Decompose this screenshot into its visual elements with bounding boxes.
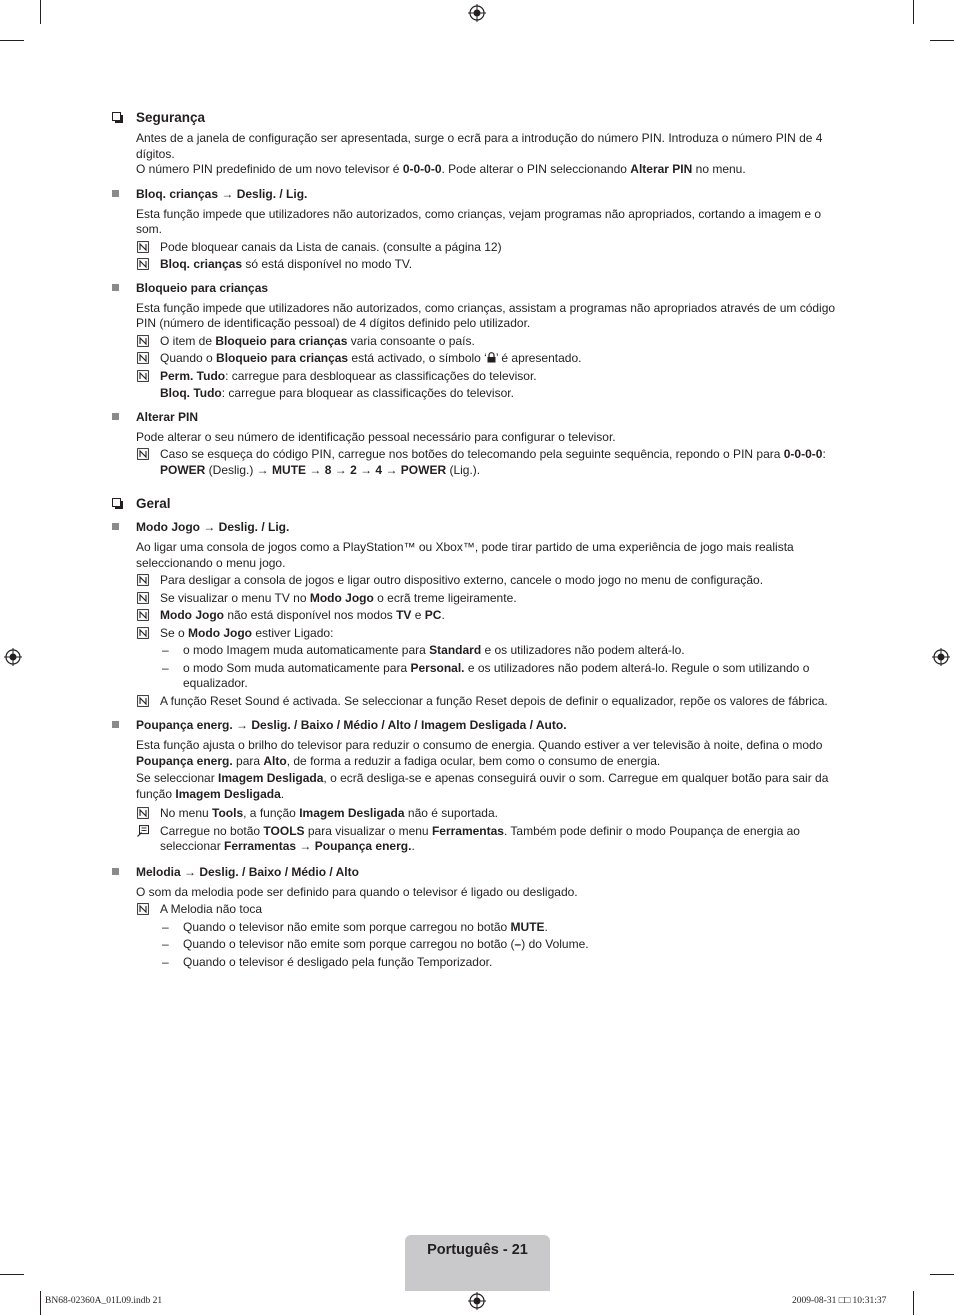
note-icon — [137, 335, 149, 347]
checkbox-bullet-icon — [112, 112, 121, 121]
note-item: Bloq. Tudo: carregue para bloquear as classificações do televisor. — [160, 386, 514, 400]
square-bullet-icon — [112, 868, 119, 875]
note-icon — [137, 807, 149, 819]
note-icon — [137, 352, 149, 364]
registration-mark-icon — [932, 648, 950, 666]
note-item: No menu Tools, a função Imagem Desligada não é suportada. — [112, 806, 842, 822]
page-footer-tab — [405, 1235, 550, 1291]
subheading-bloqueio-criancas: Bloqueio para crianças — [112, 280, 842, 296]
note-item: A Melodia não toca — [112, 902, 842, 918]
checkbox-bullet-icon — [112, 498, 121, 507]
crop-mark — [40, 1291, 41, 1315]
crop-mark — [0, 1274, 24, 1275]
section-heading-geral: Geral — [112, 494, 842, 513]
paragraph: Ao ligar uma consola de jogos como a PlayStation™ ou Xbox™, pode tirar partido de uma experiência de jogo mais realista seleccionando o menu jogo. — [136, 540, 794, 570]
paragraph: O som da melodia pode ser definido para quando o televisor é ligado ou desligado. — [136, 884, 578, 899]
square-bullet-icon — [112, 721, 119, 728]
note-item: Perm. Tudo: carregue para desbloquear as classificações do televisor. — [112, 369, 842, 385]
note-icon — [137, 609, 149, 621]
page-number-label: Português - 21 — [427, 1242, 528, 1258]
dash-item: – Quando o televisor não emite som porque carregou no botão MUTE. — [162, 919, 548, 934]
paragraph: Esta função impede que utilizadores não autorizados, como crianças, assistam a programas não apropriados através de um código PIN (número de identificação pessoal) de 4 dígitos definido pelo utilizador. — [136, 300, 836, 330]
crop-mark — [913, 1291, 914, 1315]
square-bullet-icon — [112, 284, 119, 291]
square-bullet-icon — [112, 413, 119, 420]
note-item: Se visualizar o menu TV no Modo Jogo o ecrã treme ligeiramente. — [112, 591, 842, 607]
note-icon — [137, 695, 149, 707]
paragraph: Esta função impede que utilizadores não autorizados, como crianças, vejam programas não apropriados, cortando a imagem e o som. — [136, 206, 822, 236]
paragraph: Antes de a janela de configuração ser apresentada, surge o ecrã para a introdução do número PIN. Introduza o número PIN de 4 dígitos. — [136, 131, 823, 161]
note-icon — [137, 258, 149, 270]
tools-item: Carregue no botão TOOLS para visualizar o menu Ferramentas. Também pode definir o modo Poupança de energia ao seleccionar Ferramentas → Poupança energ.. — [112, 824, 842, 855]
section-heading-seguranca: Segurança — [112, 108, 842, 127]
tools-icon — [137, 825, 149, 837]
slug-left: BN68-02360A_01L09.indb 21 — [45, 1296, 163, 1306]
crop-mark — [40, 0, 41, 24]
note-item: Caso se esqueça do código PIN, carregue nos botões do telecomando pela seguinte sequência, repondo o PIN para 0-0-0-0: POWER (Deslig.) → MUTE → 8 → 2 → 4 → POWER (Lig.). — [112, 447, 842, 478]
dash-item: – o modo Imagem muda automaticamente para Standard e os utilizadores não podem alterá-lo. — [162, 643, 685, 657]
note-item: Para desligar a consola de jogos e ligar outro dispositivo externo, cancele o modo jogo no menu de configuração. — [112, 573, 842, 589]
lock-icon — [487, 352, 496, 363]
note-icon — [137, 370, 149, 382]
paragraph: Se seleccionar Imagem Desligada, o ecrã desliga-se e apenas conseguirá ouvir o som. Carregue em qualquer botão para sair da função Imagem Desligada. — [136, 771, 829, 801]
paragraph: O número PIN predefinido de um novo televisor é 0-0-0-0. Pode alterar o PIN seleccionando Alterar PIN no menu. — [136, 162, 746, 176]
subheading-alterar-pin: Alterar PIN — [112, 409, 842, 425]
subheading-modo-jogo: Modo Jogo → Deslig. / Lig. — [112, 519, 842, 535]
note-icon — [137, 592, 149, 604]
dash-item: – o modo Som muda automaticamente para Personal. e os utilizadores não podem alterá-lo. Regule o som utilizando o equalizador. — [162, 660, 810, 690]
note-item: O item de Bloqueio para crianças varia consoante o país. — [112, 334, 842, 350]
dash-item: – Quando o televisor é desligado pela função Temporizador. — [162, 954, 493, 969]
registration-mark-icon — [468, 4, 486, 22]
subheading-melodia: Melodia → Deslig. / Baixo / Médio / Alto — [112, 864, 842, 880]
note-item: Se o Modo Jogo estiver Ligado: — [112, 626, 842, 642]
note-item: Bloq. crianças só está disponível no modo TV. — [112, 257, 842, 273]
square-bullet-icon — [112, 190, 119, 197]
crop-mark — [930, 1274, 954, 1275]
note-icon — [137, 241, 149, 253]
note-item: Pode bloquear canais da Lista de canais. (consulte a página 12) — [112, 240, 842, 256]
crop-mark — [930, 40, 954, 41]
crop-mark — [913, 0, 914, 24]
note-icon — [137, 448, 149, 460]
registration-mark-icon — [4, 648, 22, 666]
paragraph: Esta função ajusta o brilho do televisor para reduzir o consumo de energia. Quando estiver a ver televisão à noite, defina o modo Poupança energ. para Alto, de forma a reduzir a fadiga ocular, bem como o consumo de energia. — [136, 738, 823, 768]
slug-right: 2009-08-31 □□ 10:31:37 — [792, 1296, 887, 1306]
dash-item: – Quando o televisor não emite som porque carregou no botão (–) do Volume. — [162, 937, 589, 951]
note-item: Modo Jogo não está disponível nos modos TV e PC. — [112, 608, 842, 624]
note-icon — [137, 903, 149, 915]
page-content — [112, 108, 842, 970]
subheading-poupanca-energ: Poupança energ. → Deslig. / Baixo / Médio / Alto / Imagem Desligada / Auto. — [112, 717, 842, 733]
square-bullet-icon — [112, 523, 119, 530]
note-icon — [137, 627, 149, 639]
subheading-bloq-criancas: Bloq. crianças → Deslig. / Lig. — [112, 186, 842, 202]
note-item: A função Reset Sound é activada. Se seleccionar a função Reset depois de definir o equalizador, repõe os valores de fábrica. — [112, 694, 842, 710]
registration-mark-icon — [468, 1292, 486, 1310]
paragraph: Pode alterar o seu número de identificação pessoal necessário para configurar o televisor. — [136, 429, 616, 444]
note-item: Quando o Bloqueio para crianças está activado, o símbolo ‘ ’ é apresentado. — [112, 351, 842, 367]
note-icon — [137, 574, 149, 586]
crop-mark — [0, 40, 24, 41]
